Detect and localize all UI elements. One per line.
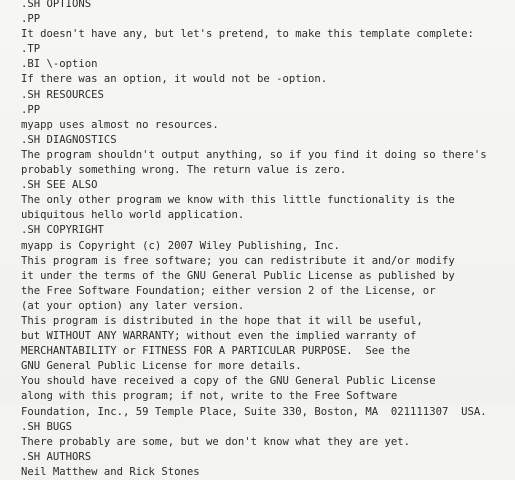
- text-line: There probably are some, but we don't know what they are yet.: [21, 435, 411, 448]
- text-line: .TP: [21, 43, 41, 56]
- text-line: but WITHOUT ANY WARRANTY; without even the implied warranty of: [21, 330, 417, 343]
- text-line: myapp uses almost no resources.: [21, 118, 219, 131]
- text-line: This program is distributed in the hope that it will be useful,: [21, 314, 423, 327]
- text-line: .SH COPYRIGHT: [21, 224, 104, 237]
- text-line: .SH DIAGNOSTICS: [21, 133, 117, 146]
- text-line: .PP: [21, 13, 41, 26]
- text-line: it under the terms of the GNU General Public License as published by: [21, 269, 455, 282]
- text-line: The program shouldn't output anything, so if you find it doing so there's: [21, 148, 487, 161]
- text-line: The only other program we know with this little functionality is the: [21, 194, 455, 207]
- text-line: along with this program; if not, write to the Free Software: [21, 390, 398, 403]
- text-line: This program is free software; you can redistribute it and/or modify: [21, 254, 455, 267]
- text-line: .SH BUGS: [21, 420, 73, 433]
- text-line: .SH RESOURCES: [21, 88, 104, 101]
- text-line: Foundation, Inc., 59 Temple Place, Suite 330, Boston, MA 021111307 USA.: [21, 405, 487, 418]
- text-line: .SH OPTIONS: [21, 0, 92, 10]
- text-line: It doesn't have any, but let's pretend, to make this template complete:: [21, 28, 474, 41]
- text-line: .SH SEE ALSO: [21, 179, 98, 192]
- text-line: ubiquitous hello world application.: [21, 209, 245, 222]
- text-line: .PP: [21, 103, 41, 116]
- text-line: .SH AUTHORS: [21, 450, 92, 463]
- text-line: If there was an option, it would not be -option.: [21, 73, 328, 86]
- text-line: probably something wrong. The return value is zero.: [21, 164, 347, 177]
- text-line: (at your option) any later version.: [21, 299, 245, 312]
- text-line: Neil Matthew and Rick Stones: [21, 465, 200, 478]
- text-line: .BI \-option: [21, 58, 98, 71]
- text-line: myapp is Copyright (c) 2007 Wiley Publishing, Inc.: [21, 239, 340, 252]
- text-line: You should have received a copy of the GNU General Public License: [21, 375, 436, 388]
- text-line: GNU General Public License for more details.: [21, 360, 302, 373]
- text-line: the Free Software Foundation; either version 2 of the License, or: [21, 284, 436, 297]
- text-line: MERCHANTABILITY or FITNESS FOR A PARTICULAR PURPOSE. See the: [21, 345, 411, 358]
